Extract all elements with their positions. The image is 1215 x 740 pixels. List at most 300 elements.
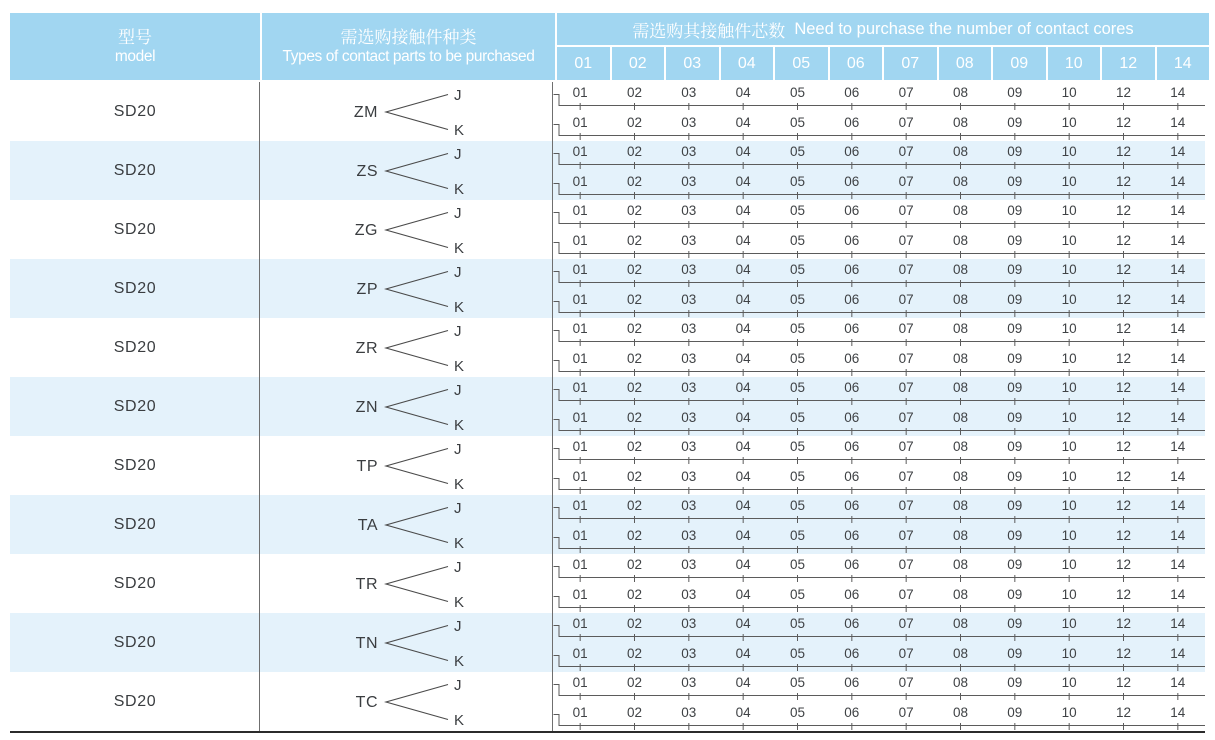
model-cell-text: SD20 — [113, 692, 157, 710]
core-numbers — [553, 112, 1205, 142]
type-cell — [260, 554, 553, 613]
type-label: TA — [357, 517, 378, 534]
core-number: 09 — [1007, 586, 1023, 602]
core-number: 07 — [898, 380, 914, 395]
core-number: 01 — [572, 675, 588, 690]
core-number: 05 — [789, 321, 805, 336]
core-number-ruler — [553, 436, 1205, 466]
core-number: 12 — [1115, 144, 1131, 159]
core-number: 14 — [1170, 557, 1186, 572]
type-cell — [260, 672, 553, 731]
core-number: 01 — [572, 291, 588, 307]
model-cell-text: SD20 — [113, 574, 157, 592]
core-number: 07 — [898, 498, 914, 513]
core-number: 03 — [681, 645, 697, 661]
core-number: 03 — [681, 380, 697, 395]
model-cell-text: SD20 — [113, 397, 157, 415]
core-number: 04 — [735, 262, 751, 277]
core-number: 01 — [572, 498, 588, 513]
core-number: 04 — [735, 203, 751, 218]
core-header-number: 07 — [884, 47, 937, 80]
branch-fork-diagram — [260, 82, 553, 141]
core-number: 08 — [952, 586, 968, 602]
model-cell — [10, 318, 260, 377]
core-number: 05 — [789, 291, 805, 307]
type-cell — [260, 613, 553, 672]
core-number: 10 — [1061, 675, 1077, 690]
core-number: 12 — [1115, 645, 1131, 661]
core-number: 02 — [626, 114, 642, 130]
fork-lines-icon — [386, 508, 448, 543]
core-number: 07 — [898, 557, 914, 572]
model-cell — [10, 436, 260, 495]
core-number: 06 — [844, 645, 860, 661]
core-number: 01 — [572, 527, 588, 543]
core-number-ruler — [553, 554, 1205, 584]
core-number: 01 — [572, 616, 588, 631]
core-number-ruler — [553, 702, 1205, 732]
core-number: 08 — [952, 527, 968, 543]
core-number: 02 — [626, 173, 642, 189]
core-number: 02 — [626, 557, 642, 572]
table-row — [10, 82, 1205, 141]
core-number: 03 — [681, 144, 697, 159]
core-number: 14 — [1170, 468, 1186, 484]
branch-j-label: J — [454, 87, 462, 104]
branch-j-label: J — [454, 677, 462, 694]
core-number: 05 — [789, 704, 805, 720]
type-label: TC — [355, 694, 378, 711]
core-number: 01 — [572, 704, 588, 720]
core-number: 01 — [572, 645, 588, 661]
branch-k-label: K — [454, 653, 465, 670]
core-number: 04 — [735, 232, 751, 248]
core-number-ruler — [553, 407, 1205, 437]
branch-fork-diagram — [260, 259, 553, 318]
core-number: 08 — [952, 498, 968, 513]
branch-k-label: K — [454, 181, 465, 198]
cores-cell — [553, 82, 1205, 141]
model-cell — [10, 377, 260, 436]
core-number: 12 — [1115, 321, 1131, 336]
core-header-number: 01 — [557, 47, 610, 80]
core-numbers — [553, 171, 1205, 201]
type-label: ZP — [356, 281, 378, 298]
core-number: 03 — [681, 557, 697, 572]
header-cell-types — [262, 13, 555, 80]
core-number: 02 — [626, 675, 642, 690]
type-cell — [260, 200, 553, 259]
branch-k-label: K — [454, 299, 465, 316]
core-number: 10 — [1061, 144, 1077, 159]
branch-k-label: K — [454, 535, 465, 552]
branch-fork-diagram — [260, 200, 553, 259]
branch-j-label: J — [454, 264, 462, 281]
core-number: 05 — [789, 586, 805, 602]
core-number: 12 — [1115, 557, 1131, 572]
core-number: 10 — [1061, 557, 1077, 572]
core-numbers — [553, 643, 1205, 673]
core-number: 01 — [572, 557, 588, 572]
core-number: 10 — [1061, 616, 1077, 631]
core-number: 02 — [626, 468, 642, 484]
core-number: 14 — [1170, 409, 1186, 425]
core-number: 07 — [898, 439, 914, 454]
core-number: 04 — [735, 291, 751, 307]
core-number: 08 — [952, 85, 968, 100]
core-number: 12 — [1115, 527, 1131, 543]
core-number: 09 — [1007, 350, 1023, 366]
fork-lines-icon — [386, 390, 448, 425]
core-numbers — [553, 466, 1205, 496]
cores-cell — [553, 318, 1205, 377]
core-number: 14 — [1170, 439, 1186, 454]
core-number: 05 — [789, 527, 805, 543]
core-header-number: 03 — [666, 47, 719, 80]
core-number: 08 — [952, 173, 968, 189]
type-label: TN — [355, 635, 378, 652]
core-number: 06 — [844, 85, 860, 100]
core-numbers — [553, 672, 1205, 702]
core-number: 02 — [626, 203, 642, 218]
core-number: 07 — [898, 144, 914, 159]
core-number: 14 — [1170, 645, 1186, 661]
types-header-zh: 需选购接触件种类 — [340, 28, 477, 47]
core-number: 09 — [1007, 203, 1023, 218]
table-row — [10, 613, 1205, 672]
core-header-number: 10 — [1048, 47, 1101, 80]
header-cell-model — [10, 13, 260, 80]
core-number: 05 — [789, 498, 805, 513]
type-label: TR — [355, 576, 378, 593]
core-number: 04 — [735, 173, 751, 189]
model-cell — [10, 613, 260, 672]
fork-lines-icon — [386, 685, 448, 720]
core-number: 12 — [1115, 262, 1131, 277]
core-number: 04 — [735, 527, 751, 543]
core-number: 06 — [844, 350, 860, 366]
core-number: 01 — [572, 321, 588, 336]
core-header-number: 09 — [993, 47, 1046, 80]
core-number: 14 — [1170, 616, 1186, 631]
table-body — [10, 82, 1205, 733]
core-number: 02 — [626, 645, 642, 661]
core-number: 10 — [1061, 439, 1077, 454]
core-number: 07 — [898, 321, 914, 336]
core-number: 10 — [1061, 203, 1077, 218]
core-number: 08 — [952, 439, 968, 454]
cores-cell — [553, 200, 1205, 259]
core-number-ruler — [553, 466, 1205, 496]
core-number: 09 — [1007, 468, 1023, 484]
core-number: 03 — [681, 439, 697, 454]
core-number: 01 — [572, 409, 588, 425]
core-numbers — [553, 318, 1205, 348]
cores-cell — [553, 141, 1205, 200]
core-number: 10 — [1061, 114, 1077, 130]
core-number: 09 — [1007, 262, 1023, 277]
core-number: 08 — [952, 350, 968, 366]
core-number: 07 — [898, 704, 914, 720]
core-number: 12 — [1115, 586, 1131, 602]
core-number: 01 — [572, 114, 588, 130]
core-number: 14 — [1170, 527, 1186, 543]
core-number: 05 — [789, 85, 805, 100]
core-number: 06 — [844, 468, 860, 484]
core-number: 03 — [681, 527, 697, 543]
core-number: 03 — [681, 203, 697, 218]
core-numbers — [553, 259, 1205, 289]
core-number: 09 — [1007, 144, 1023, 159]
core-numbers — [553, 613, 1205, 643]
model-header-zh: 型号 — [118, 28, 152, 47]
core-number: 12 — [1115, 232, 1131, 248]
core-number: 14 — [1170, 675, 1186, 690]
core-numbers — [553, 584, 1205, 614]
core-number-ruler — [553, 672, 1205, 702]
core-number: 10 — [1061, 645, 1077, 661]
core-number: 10 — [1061, 586, 1077, 602]
core-number: 03 — [681, 85, 697, 100]
core-number: 02 — [626, 704, 642, 720]
branch-j-label: J — [454, 323, 462, 340]
core-number: 09 — [1007, 291, 1023, 307]
branch-fork-diagram — [260, 495, 553, 554]
fork-lines-icon — [386, 154, 448, 189]
core-header-number: 05 — [775, 47, 828, 80]
core-header-number: 06 — [830, 47, 883, 80]
core-number: 01 — [572, 586, 588, 602]
core-number: 01 — [572, 380, 588, 395]
core-number: 06 — [844, 291, 860, 307]
fork-lines-icon — [386, 272, 448, 307]
core-number: 08 — [952, 291, 968, 307]
core-number: 07 — [898, 350, 914, 366]
core-number-ruler — [553, 112, 1205, 142]
core-number: 02 — [626, 380, 642, 395]
model-cell — [10, 200, 260, 259]
core-number: 06 — [844, 439, 860, 454]
table-row — [10, 377, 1205, 436]
branch-fork-diagram — [260, 141, 553, 200]
branch-j-label: J — [454, 205, 462, 222]
core-number: 12 — [1115, 675, 1131, 690]
core-number: 09 — [1007, 114, 1023, 130]
core-number: 04 — [735, 616, 751, 631]
cores-cell — [553, 613, 1205, 672]
core-number: 08 — [952, 704, 968, 720]
branch-j-label: J — [454, 146, 462, 163]
core-number: 10 — [1061, 232, 1077, 248]
core-number: 10 — [1061, 409, 1077, 425]
cores-header-zh: 需选购其接触件芯数 — [632, 21, 786, 41]
core-number: 03 — [681, 173, 697, 189]
model-cell — [10, 495, 260, 554]
core-number: 02 — [626, 321, 642, 336]
core-number: 08 — [952, 557, 968, 572]
core-number: 02 — [626, 409, 642, 425]
core-number: 14 — [1170, 262, 1186, 277]
core-number: 03 — [681, 291, 697, 307]
model-cell-text: SD20 — [113, 515, 157, 533]
core-numbers — [553, 525, 1205, 555]
core-number: 07 — [898, 85, 914, 100]
model-cell — [10, 672, 260, 731]
core-number: 02 — [626, 350, 642, 366]
core-number: 07 — [898, 262, 914, 277]
core-number: 07 — [898, 645, 914, 661]
core-number: 05 — [789, 380, 805, 395]
model-cell-text: SD20 — [113, 220, 157, 238]
type-label: ZN — [355, 399, 378, 416]
model-cell — [10, 82, 260, 141]
model-cell-text: SD20 — [113, 102, 157, 120]
core-number: 08 — [952, 616, 968, 631]
type-cell — [260, 377, 553, 436]
core-number-ruler — [553, 643, 1205, 673]
core-number: 10 — [1061, 262, 1077, 277]
core-number: 09 — [1007, 380, 1023, 395]
core-numbers — [553, 141, 1205, 171]
core-number: 06 — [844, 527, 860, 543]
core-number: 02 — [626, 439, 642, 454]
type-cell — [260, 436, 553, 495]
core-number: 10 — [1061, 173, 1077, 189]
core-number: 01 — [572, 468, 588, 484]
core-number: 04 — [735, 114, 751, 130]
core-number: 14 — [1170, 144, 1186, 159]
core-number: 05 — [789, 232, 805, 248]
core-number-ruler — [553, 613, 1205, 643]
table-row — [10, 259, 1205, 318]
core-number: 05 — [789, 114, 805, 130]
core-number: 09 — [1007, 616, 1023, 631]
core-number: 07 — [898, 173, 914, 189]
model-cell — [10, 554, 260, 613]
core-number-ruler — [553, 348, 1205, 378]
core-number: 05 — [789, 557, 805, 572]
core-number: 04 — [735, 321, 751, 336]
type-label: ZG — [354, 222, 378, 239]
core-number: 03 — [681, 468, 697, 484]
branch-fork-diagram — [260, 613, 553, 672]
core-number: 06 — [844, 173, 860, 189]
branch-j-label: J — [454, 500, 462, 517]
core-number: 06 — [844, 586, 860, 602]
core-number: 09 — [1007, 527, 1023, 543]
core-number: 05 — [789, 675, 805, 690]
core-number: 08 — [952, 675, 968, 690]
type-label: TP — [356, 458, 378, 475]
fork-lines-icon — [386, 626, 448, 661]
table-row — [10, 318, 1205, 377]
core-number: 09 — [1007, 85, 1023, 100]
core-number: 14 — [1170, 114, 1186, 130]
core-number: 10 — [1061, 85, 1077, 100]
core-number: 09 — [1007, 409, 1023, 425]
core-number: 08 — [952, 645, 968, 661]
core-number-ruler — [553, 584, 1205, 614]
core-numbers — [553, 495, 1205, 525]
core-number: 03 — [681, 114, 697, 130]
core-number: 03 — [681, 409, 697, 425]
core-number: 03 — [681, 232, 697, 248]
core-number: 02 — [626, 291, 642, 307]
core-number: 09 — [1007, 675, 1023, 690]
core-number: 02 — [626, 586, 642, 602]
core-number: 14 — [1170, 203, 1186, 218]
core-number: 08 — [952, 144, 968, 159]
core-number: 10 — [1061, 704, 1077, 720]
core-number: 05 — [789, 439, 805, 454]
core-number: 14 — [1170, 380, 1186, 395]
core-number-ruler — [553, 259, 1205, 289]
header-cell-cores — [557, 13, 1209, 80]
branch-j-label: J — [454, 441, 462, 458]
core-number: 07 — [898, 675, 914, 690]
core-number: 09 — [1007, 173, 1023, 189]
core-number: 01 — [572, 203, 588, 218]
type-cell — [260, 141, 553, 200]
type-cell — [260, 82, 553, 141]
core-number: 14 — [1170, 173, 1186, 189]
core-number: 06 — [844, 616, 860, 631]
core-number: 14 — [1170, 85, 1186, 100]
core-number: 05 — [789, 645, 805, 661]
branch-fork-diagram — [260, 554, 553, 613]
core-number: 14 — [1170, 350, 1186, 366]
core-number: 06 — [844, 114, 860, 130]
branch-k-label: K — [454, 594, 465, 611]
core-number: 03 — [681, 675, 697, 690]
core-number: 01 — [572, 350, 588, 366]
core-number: 05 — [789, 616, 805, 631]
core-number: 07 — [898, 586, 914, 602]
cores-header-en: Need to purchase the number of contact cores — [794, 19, 1134, 38]
fork-lines-icon — [386, 449, 448, 484]
branch-k-label: K — [454, 476, 465, 493]
core-number: 09 — [1007, 645, 1023, 661]
core-number: 03 — [681, 321, 697, 336]
model-header-en: model — [114, 48, 156, 65]
core-number-ruler — [553, 82, 1205, 112]
branch-k-label: K — [454, 712, 465, 729]
core-number: 01 — [572, 262, 588, 277]
type-label: ZM — [353, 104, 378, 121]
type-label: ZR — [355, 340, 378, 357]
core-number: 06 — [844, 675, 860, 690]
core-number: 09 — [1007, 321, 1023, 336]
core-number: 05 — [789, 144, 805, 159]
core-number-ruler — [553, 495, 1205, 525]
branch-k-label: K — [454, 240, 465, 257]
core-number: 08 — [952, 262, 968, 277]
core-number: 06 — [844, 144, 860, 159]
core-number: 05 — [789, 409, 805, 425]
core-number: 02 — [626, 144, 642, 159]
core-number: 06 — [844, 262, 860, 277]
type-cell — [260, 259, 553, 318]
table-header — [10, 13, 1205, 80]
core-number: 14 — [1170, 704, 1186, 720]
branch-j-label: J — [454, 559, 462, 576]
branch-fork-diagram — [260, 377, 553, 436]
core-number: 07 — [898, 291, 914, 307]
cores-cell — [553, 495, 1205, 554]
core-number: 03 — [681, 498, 697, 513]
core-number: 02 — [626, 498, 642, 513]
core-number: 04 — [735, 468, 751, 484]
